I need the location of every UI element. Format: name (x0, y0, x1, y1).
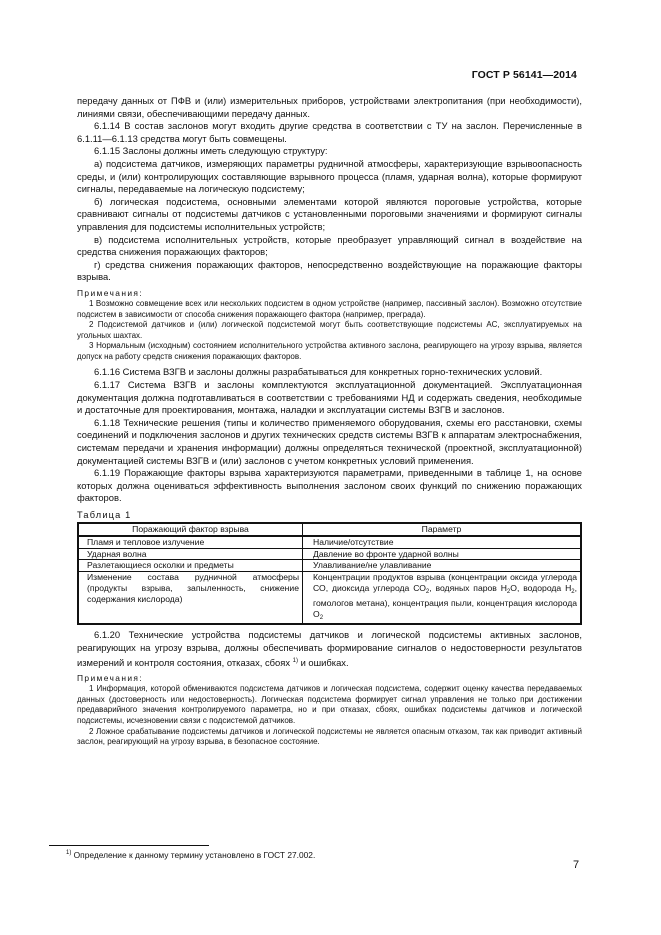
footnote (66, 850, 315, 860)
table-cell-factor: Ударная волна (78, 548, 303, 560)
table-cell-factor: Пламя и тепловое излучение (78, 536, 303, 548)
notes-block-1 (77, 288, 582, 299)
note-3: 3 Нормальным (исходным) состоянием исполнительного устройства активного заслона, реагирующего на угрозу взрыва, является допуск на работу средств снижения поражающих факторов. (77, 341, 582, 361)
table-row (78, 548, 581, 560)
table-row (78, 572, 581, 625)
list-item-g: г) средства снижения поражающих факторов, непосредственно воздействующие на поражающие факторы взрыва. (77, 258, 582, 283)
paragraph-6-1-15: 6.1.15 Заслоны должны иметь следующую структуру: (94, 145, 328, 157)
paragraph-6-1-19: 6.1.19 Поражающие факторы взрыва характеризуются параметрами, приведенными в таблице 1, на основе которых должна оцениваться эффективность выполнения заслоном своих функций по снижению поражающих факторов. (77, 467, 582, 504)
notes-title: Примечания: (77, 287, 144, 298)
footnote-text: Определение к данному термину установлено в ГОСТ 27.002. (71, 850, 316, 860)
table-cell-parameter: Наличие/отсутствие (303, 536, 582, 548)
subscript: 2 (506, 588, 511, 595)
page-number: 7 (573, 859, 580, 871)
table-cell-parameter: Давление во фронте ударной волны (303, 548, 582, 560)
note-2: 2 Ложное срабатывание подсистемы датчиков и логической подсистемы не является опасным отказом, так как приводит активный заслон, реагирующий на угрозу взрыва, в безопасное состояние. (77, 726, 582, 747)
table-cell-factor: Разлетающиеся осколки и предметы (78, 560, 303, 572)
paragraph-6-1-20 (77, 629, 582, 669)
table-header-parameter: Параметр (303, 523, 582, 536)
note-1: 1 Информация, которой обмениваются подсистема датчиков и логическая подсистема, содержит оценку качества передаваемых данных (достоверность или недостоверность). Логическая подсистема формирует сигнал управления не только при достижении предаварийного значения контролируемого параметра, но и при отказах, сбоях, ошибках подсистемы датчиков и логической подсистемы, исчезновении связи с подсистемой датчиков. (77, 684, 582, 725)
table-caption: Таблица 1 (77, 510, 132, 520)
table-cell-parameter (303, 572, 582, 625)
hazard-factors-table (77, 522, 582, 625)
subscript: 2 (571, 588, 575, 595)
subscript: 2 (319, 614, 324, 621)
paragraph-6-1-17: 6.1.17 Система ВЗГВ и заслоны комплектуются эксплуатационной документацией. Эксплуатационная документация должна подготавливаться в соответствии с требованиями НД и содержать сведения, необходимые и достаточные для проектирования, монтажа, наладки и эксплуатации системы ВЗГВ и заслонов. (77, 379, 582, 416)
document-id-header: ГОСТ Р 56141—2014 (471, 69, 577, 81)
paragraph-continued: передачу данных от ПФВ и (или) измерительных приборов, устройствами электропитания (при необходимости), линиями связи, обеспечивающими передачу данных. (77, 95, 582, 119)
paragraph-text: 6.1.20 Технические устройства подсистемы датчиков и логической подсистемы активных заслонов, реагирующих на угрозу взрыва, должны обеспечивать формирование сигналов о недостоверности результатов измерений и контроля состояния, отказах, сбоях (77, 629, 582, 668)
paragraph-6-1-16: 6.1.16 Система ВЗГВ и заслоны должны разрабатываться для конкретных горно-технических условий. (94, 366, 543, 378)
footnote-divider (49, 845, 209, 846)
footnote-reference[interactable]: 1) (292, 657, 298, 664)
note-1: 1 Возможно совмещение всех или нескольких подсистем в одном устройстве (например, пассивный заслон). Возможно отсутствие подсистем в зависимости от способа снижения поражающего фактора (например, преграда). (77, 298, 582, 319)
list-item-v: в) подсистема исполнительных устройств, которые преобразует управляющий сигнал в воздействие на средства снижения поражающих факторов; (77, 233, 582, 258)
table-row (78, 536, 581, 548)
notes-title: Примечания: (77, 673, 144, 684)
table-row (78, 560, 581, 572)
param-text: , гомологов метана), концентрация пыли, концентрация кислорода О (313, 582, 578, 619)
table-header-factor: Поражающий фактор взрыва (78, 523, 303, 536)
document-body (77, 95, 582, 748)
param-text: О, водорода Н (510, 582, 572, 593)
subscript: 2 (425, 588, 430, 595)
footnote-mark: 1) (66, 850, 72, 856)
paragraph-text: и ошибках. (297, 656, 349, 668)
paragraph-6-1-14: 6.1.14 В состав заслонов могут входить другие средства в соответствии с ТУ на заслон. Перечисленные в 6.1.11—6.1.13 средства могут быть совмещены. (77, 120, 582, 144)
table-cell-factor: Изменение состава рудничной атмосферы (продукты взрыва, запыленность, снижение содержания кислорода) (78, 572, 303, 625)
note-2: 2 Подсистемой датчиков и (или) логической подсистемой могут быть соответствующие подсистемы АС, эксплуатируемых на угольных шахтах. (77, 320, 582, 340)
list-item-b: б) логическая подсистема, основными элементами которой являются пороговые устройства, которые сравнивают сигналы от подсистемы датчиков с установленными пороговыми значениями и формируют сигналы управления для подсистемы исполнительных устройств; (77, 195, 582, 232)
param-text: , водяных паров Н (429, 582, 507, 593)
table-header-row (78, 523, 581, 536)
list-item-a: а) подсистема датчиков, измеряющих параметры рудничной атмосферы, характеризующие взрывоопасность среды, и (или) контролирующих составляющие взрывного процесса (пламя, ударная волна), которые формируют сигналы, передаваемые на логическую подсистему; (77, 157, 582, 195)
param-text: Концентрации продуктов взрыва (концентрации оксида углерода СО, диоксида углерода СО (313, 572, 577, 593)
table-cell-parameter: Улавливание/не улавливание (303, 560, 582, 572)
paragraph-6-1-18: 6.1.18 Технические решения (типы и количество применяемого оборудования, схемы его расстановки, схемы соединений и подключения заслонов и других технических средств системы ВЗГВ к аппаратам электроснабжения, системам передачи и хранения информации) должны определяться технической (проектной, эксплуатационной) документацией системы ВЗГВ и (или) заслонов с учетом конкретных условий применения. (77, 416, 582, 466)
